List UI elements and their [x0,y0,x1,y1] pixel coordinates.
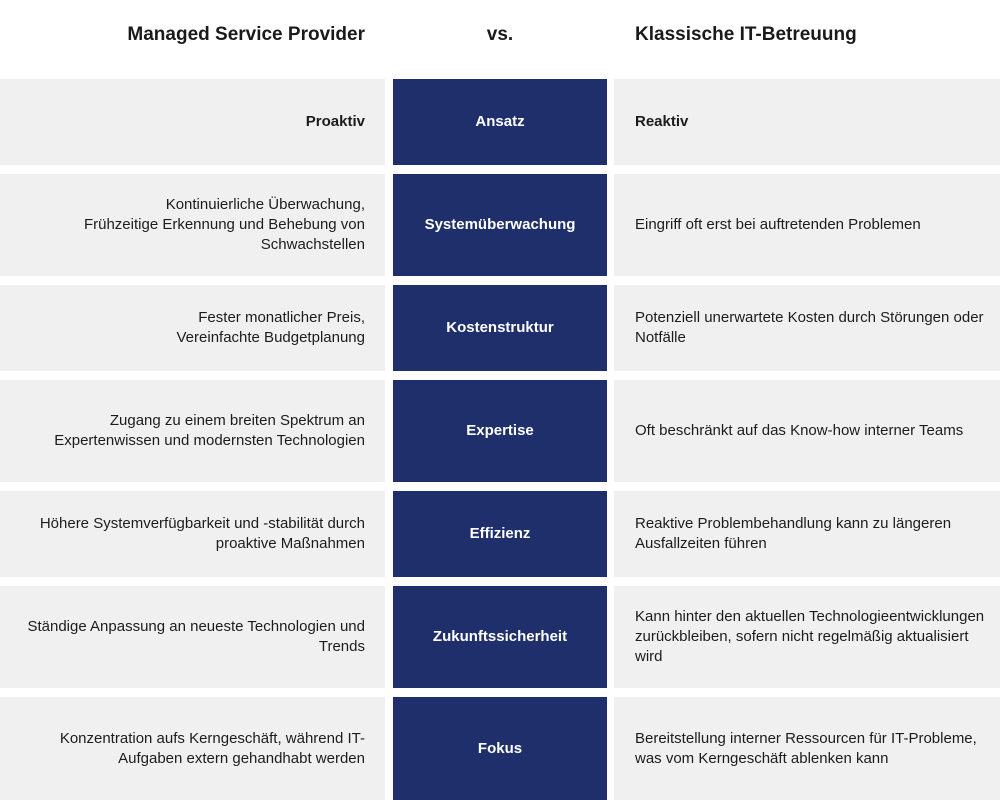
comparison-row-monitoring [0,174,1000,276]
classic-it-text: Oft beschränkt auf das Know-how interner Teams [635,422,964,439]
comparison-row-expertise [0,380,1000,482]
header-vs-label: vs. [486,24,514,45]
comparison-row-focus [0,697,1000,800]
msp-cell [0,285,385,371]
msp-text: Proaktiv [305,113,365,130]
comparison-row-future-proofing [0,586,1000,688]
comparison-header [0,0,1000,78]
criterion-label: Ansatz [475,113,525,130]
classic-it-text: Eingriff oft erst bei auftretenden Problemen [635,216,921,233]
msp-text: Kontinuierliche Überwachung, Frühzeitige Erkennung und Behebung von Schwachstellen [83,196,365,253]
criterion-label: Fokus [477,739,523,757]
criterion-cell [393,174,607,276]
comparison-row-cost [0,285,1000,371]
criterion-cell [393,285,607,371]
msp-cell [0,174,385,276]
criterion-cell [393,697,607,800]
msp-cell [0,79,385,165]
header-classic-it-title: Klassische IT-Betreuung [635,24,857,45]
classic-it-cell [614,174,1000,276]
criterion-label: Kostenstruktur [446,319,554,336]
classic-it-text: Potenziell unerwartete Kosten durch Störungen oder Notfälle [635,309,984,346]
classic-it-text: Kann hinter den aktuellen Technologieentwicklungen zurückbleiben, sofern nicht regelmäßig aktualisiert wird [635,608,985,665]
criterion-cell [393,380,607,482]
criterion-cell [393,79,607,165]
criterion-label: Systemüberwachung [424,216,576,233]
classic-it-cell [614,285,1000,371]
criterion-cell [393,586,607,688]
msp-text: Fester monatlicher Preis, Vereinfachte Budgetplanung [176,309,365,346]
classic-it-text: Reaktive Problembehandlung kann zu längeren Ausfallzeiten führen [635,515,952,552]
header-msp-title: Managed Service Provider [127,24,365,45]
msp-cell [0,586,385,688]
classic-it-cell [614,586,1000,688]
msp-cell [0,491,385,577]
criterion-cell [393,491,607,577]
criterion-label: Effizienz [469,525,531,542]
msp-text: Konzentration aufs Kerngeschäft, während IT-Aufgaben extern gehandhabt werden [59,729,365,767]
classic-it-cell [614,697,1000,800]
msp-text: Ständige Anpassung an neueste Technologien und Trends [27,618,365,655]
comparison-row-approach [0,79,1000,165]
criterion-label: Zukunftssicherheit [432,628,568,645]
classic-it-cell [614,79,1000,165]
comparison-row-efficiency [0,491,1000,577]
classic-it-cell [614,491,1000,577]
classic-it-text: Bereitstellung interner Ressourcen für IT-Probleme, was vom Kerngeschäft ablenken kann [635,729,977,767]
classic-it-cell [614,380,1000,482]
msp-cell [0,697,385,800]
criterion-label: Expertise [466,422,534,439]
msp-cell [0,380,385,482]
classic-it-text: Reaktiv [635,113,689,130]
msp-text: Zugang zu einem breiten Spektrum an Expertenwissen und modernsten Technologien [54,412,365,449]
msp-text: Höhere Systemverfügbarkeit und -stabilität durch proaktive Maßnahmen [39,515,365,552]
